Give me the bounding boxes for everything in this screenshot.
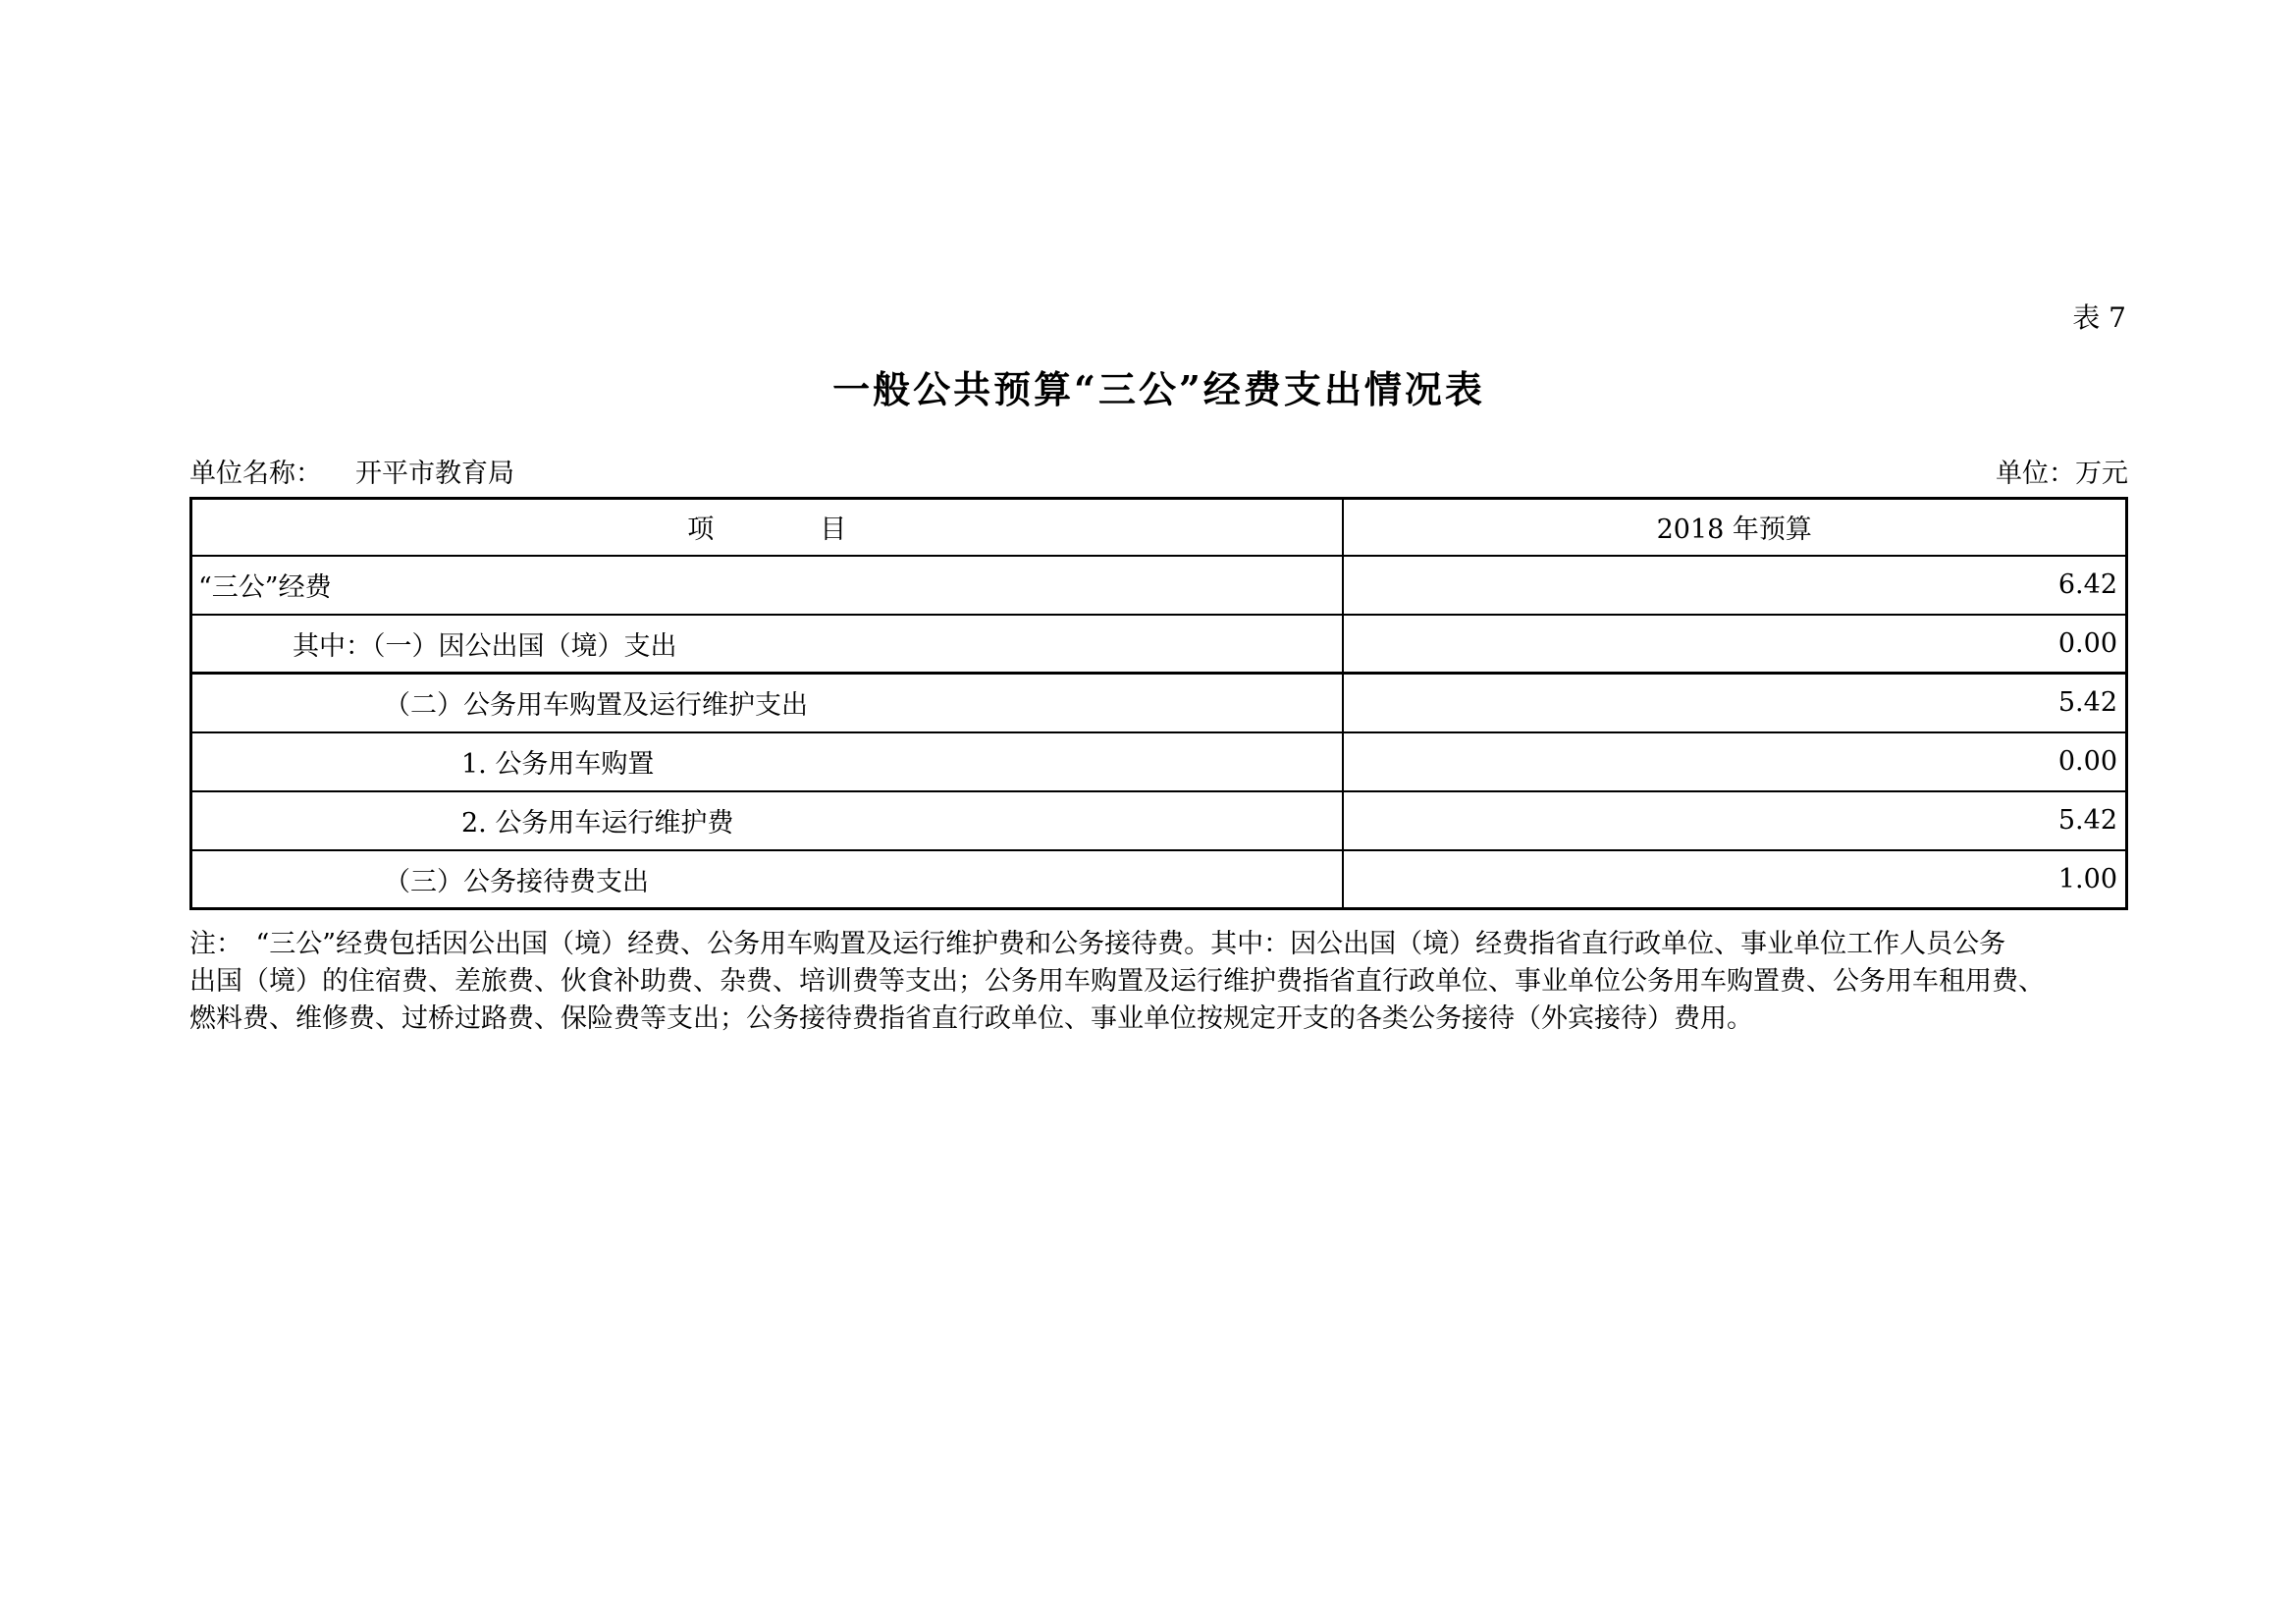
item-cell: 2. 公务用车运行维护费 [191, 791, 1343, 850]
sheet-number-label: 表 7 [2072, 301, 2126, 334]
budget-table [189, 497, 2128, 910]
item-cell: “三公”经费 [191, 556, 1343, 615]
value-cell: 5.42 [1343, 791, 2127, 850]
table-row [191, 850, 2127, 909]
value-cell: 0.00 [1343, 732, 2127, 791]
table-row [191, 791, 2127, 850]
page-content [189, 302, 2128, 1038]
item-cell: 其中：（一）因公出国（境）支出 [191, 615, 1343, 674]
budget-column-header: 2018 年预算 [1343, 499, 2127, 556]
footnote-line: 注： “三公”经费包括因公出国（境）经费、公务用车购置及运行维护费和公务接待费。其中：因公出国（境）经费指省直行政单位、事业单位工作人员公务 [189, 929, 2006, 959]
item-column-header: 项 目 [191, 499, 1343, 556]
footnote-line: 出国（境）的住宿费、差旅费、伙食补助费、杂费、培训费等支出；公务用车购置及运行维护费指省直行政单位、事业单位公务用车购置费、公务用车租用费、 [189, 966, 2045, 997]
footnote [189, 926, 2128, 1038]
unit-info-row [189, 458, 2128, 491]
page-title: 一般公共预算“三公”经费支出情况表 [832, 367, 1485, 411]
value-cell: 1.00 [1343, 850, 2127, 909]
table-header-row [191, 499, 2127, 556]
value-cell: 6.42 [1343, 556, 2127, 615]
table-row [191, 615, 2127, 674]
item-cell: （三）公务接待费支出 [191, 850, 1343, 909]
table-body [191, 556, 2127, 909]
unit-name-label: 单位名称： [189, 459, 322, 489]
table-header [191, 499, 2127, 556]
table-row [191, 556, 2127, 615]
table-row [191, 732, 2127, 791]
table-row [191, 674, 2127, 732]
currency-unit-label: 单位：万元 [1996, 459, 2128, 489]
item-cell: （二）公务用车购置及运行维护支出 [191, 674, 1343, 732]
footnote-line: 燃料费、维修费、过桥过路费、保险费等支出；公务接待费指省直行政单位、事业单位按规定开支的各类公务接待（外宾接待）费用。 [189, 1003, 1753, 1034]
item-cell: 1. 公务用车购置 [191, 732, 1343, 791]
value-cell: 0.00 [1343, 615, 2127, 674]
unit-name [189, 458, 514, 491]
value-cell: 5.42 [1343, 674, 2127, 732]
unit-name-value: 开平市教育局 [355, 459, 514, 489]
